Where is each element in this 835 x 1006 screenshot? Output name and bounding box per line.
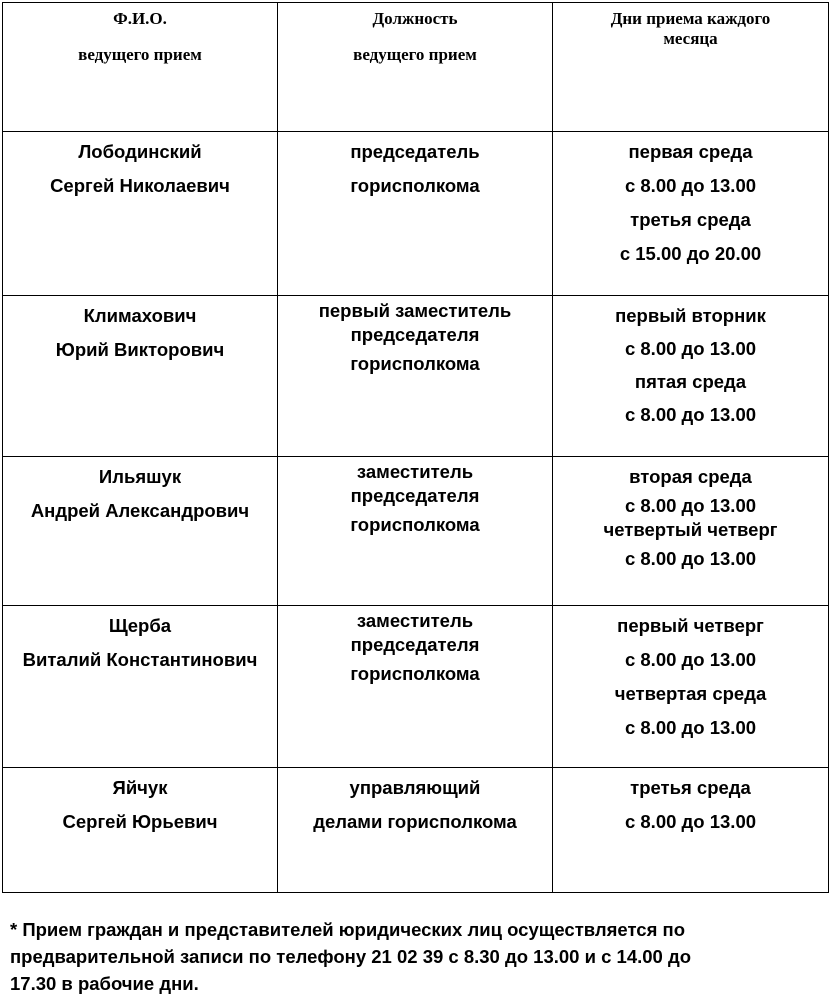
table-row <box>3 606 829 768</box>
table-header-row <box>3 3 829 132</box>
table-row <box>3 457 829 606</box>
schedule-cell: первый вторник с 8.00 до 13.00 пятая среда с 8.00 до 13.00 <box>553 296 829 457</box>
name-cell: Ильяшук Андрей Александрович <box>3 457 278 606</box>
table-row <box>3 132 829 296</box>
schedule-cell: третья среда с 8.00 до 13.00 <box>553 768 829 893</box>
header-position-column: Должность ведущего прием <box>278 3 553 132</box>
schedule-cell: первый четверг с 8.00 до 13.00 четвертая среда с 8.00 до 13.00 <box>553 606 829 768</box>
table-row <box>3 768 829 893</box>
position-cell: управляющий делами горисполкома <box>278 768 553 893</box>
name-cell: Щерба Виталий Константинович <box>3 606 278 768</box>
schedule-cell: вторая среда с 8.00 до 13.00 четвертый четверг с 8.00 до 13.00 <box>553 457 829 606</box>
table-row <box>3 296 829 457</box>
footnote: * Прием граждан и представителей юридических лиц осуществляется по предварительной записи по телефону 21 02 39 с 8.30 до 13.00 и с 14.00 до 17.30 в рабочие дни. <box>10 919 692 994</box>
header-name-column: Ф.И.О. ведущего прием <box>3 3 278 132</box>
name-cell: Климахович Юрий Викторович <box>3 296 278 457</box>
header-schedule-column: Дни приема каждого месяца <box>553 3 829 132</box>
reception-schedule-table <box>2 2 829 893</box>
position-cell: заместитель председателя горисполкома <box>278 457 553 606</box>
schedule-cell: первая среда с 8.00 до 13.00 третья среда с 15.00 до 20.00 <box>553 132 829 296</box>
position-cell: первый заместитель председателя горисполкома <box>278 296 553 457</box>
position-cell: председатель горисполкома <box>278 132 553 296</box>
position-cell: заместитель председателя горисполкома <box>278 606 553 768</box>
name-cell: Лободинский Сергей Николаевич <box>3 132 278 296</box>
name-cell: Яйчук Сергей Юрьевич <box>3 768 278 893</box>
